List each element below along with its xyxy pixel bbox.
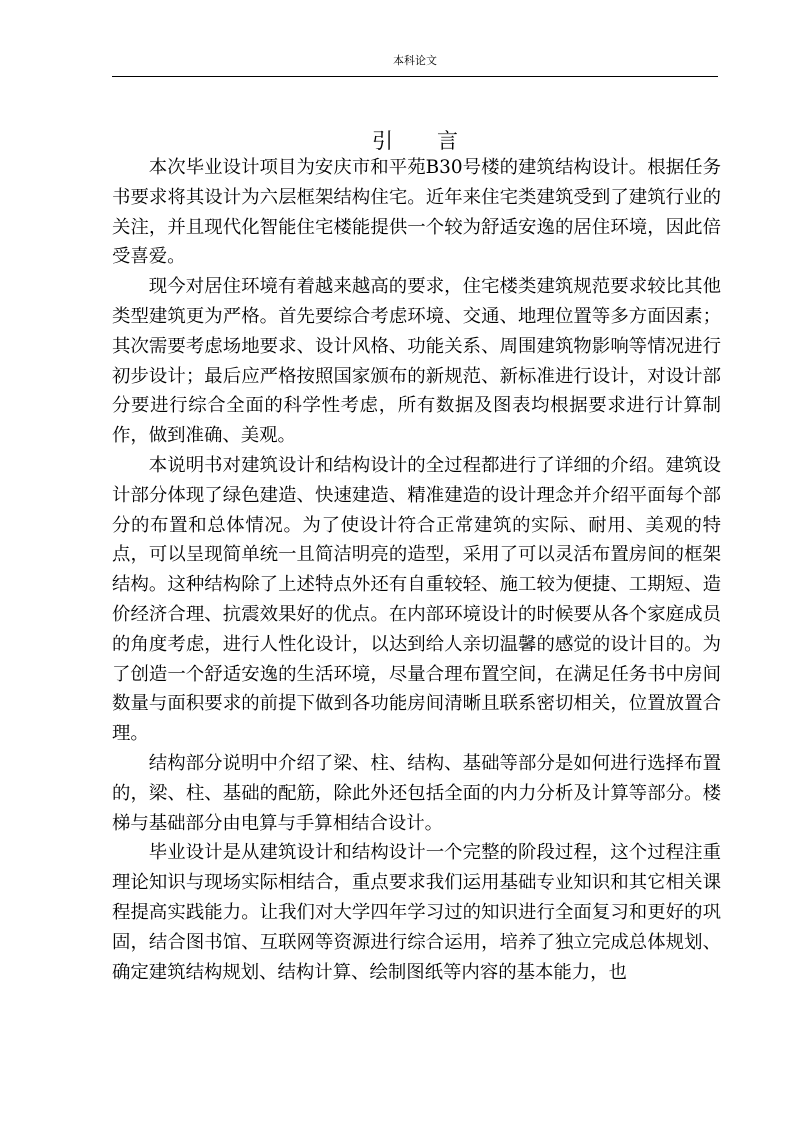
paragraph-5: 毕业设计是从建筑设计和结构设计一个完整的阶段过程，这个过程注重理论知识与现场实际相结合，重点要求我们运用基础专业知识和其它相关课程提高实践能力。让我们对大学四年学习过的知识进行全面复习和更好的巩固，结合图书馆、互联网等资源进行综合运用，培养了独立完成总体规划、确定建筑结构规划、结构计算、绘制图纸等内容的基本能力，也 <box>112 842 721 983</box>
paragraph-1: 本次毕业设计项目为安庆市和平苑B30号楼的建筑结构设计。根据任务书要求将其设计为六层框架结构住宅。近年来住宅类建筑受到了建筑行业的关注，并且现代化智能住宅楼能提供一个较为舒适安逸的居住环境，因此倍受喜爱。 <box>112 157 721 268</box>
paragraph-4: 结构部分说明中介绍了梁、柱、结构、基础等部分是如何进行选择布置的，梁、柱、基础的配筋，除此外还包括全面的内力分析及计算等部分。楼梯与基础部分由电算与手算相结合设计。 <box>112 752 721 834</box>
header-text: 本科论文 <box>393 54 437 67</box>
paragraph-3: 本说明书对建筑设计和结构设计的全过程都进行了详细的介绍。建筑设计部分体现了绿色建造、快速建造、精准建造的设计理念并介绍平面每个部分的布置和总体情况。为了使设计符合正常建筑的实际、耐用、美观的特点，可以呈现简单统一且简洁明亮的造型，采用了可以灵活布置房间的框架结构。这种结构除了上述特点外还有自重较轻、施工较为便捷、工期短、造价经济合理、抗震效果好的优点。在内部环境设计的时候要从各个家庭成员的角度考虑，进行人性化设计，以达到给人亲切温馨的感觉的设计目的。为了创造一个舒适安逸的生活环境，尽量合理布置空间，在满足任务书中房间数量与面积要求的前提下做到各功能房间清晰且联系密切相关，位置放置合理。 <box>112 454 721 745</box>
section-title <box>112 127 718 155</box>
section-title-text: 引言 <box>372 129 502 153</box>
paragraph-2: 现今对居住环境有着越来越高的要求，住宅楼类建筑规范要求较比其他类型建筑更为严格。首先要综合考虑环境、交通、地理位置等多方面因素；其次需要考虑场地要求、设计风格、功能关系、周围建筑物影响等情况进行初步设计；最后应严格按照国家颁布的新规范、新标准进行设计，对设计部分要进行综合全面的科学性考虑，所有数据及图表均根据要求进行计算制作，做到准确、美观。 <box>112 276 721 447</box>
body-text <box>112 153 721 987</box>
running-header <box>112 52 718 77</box>
